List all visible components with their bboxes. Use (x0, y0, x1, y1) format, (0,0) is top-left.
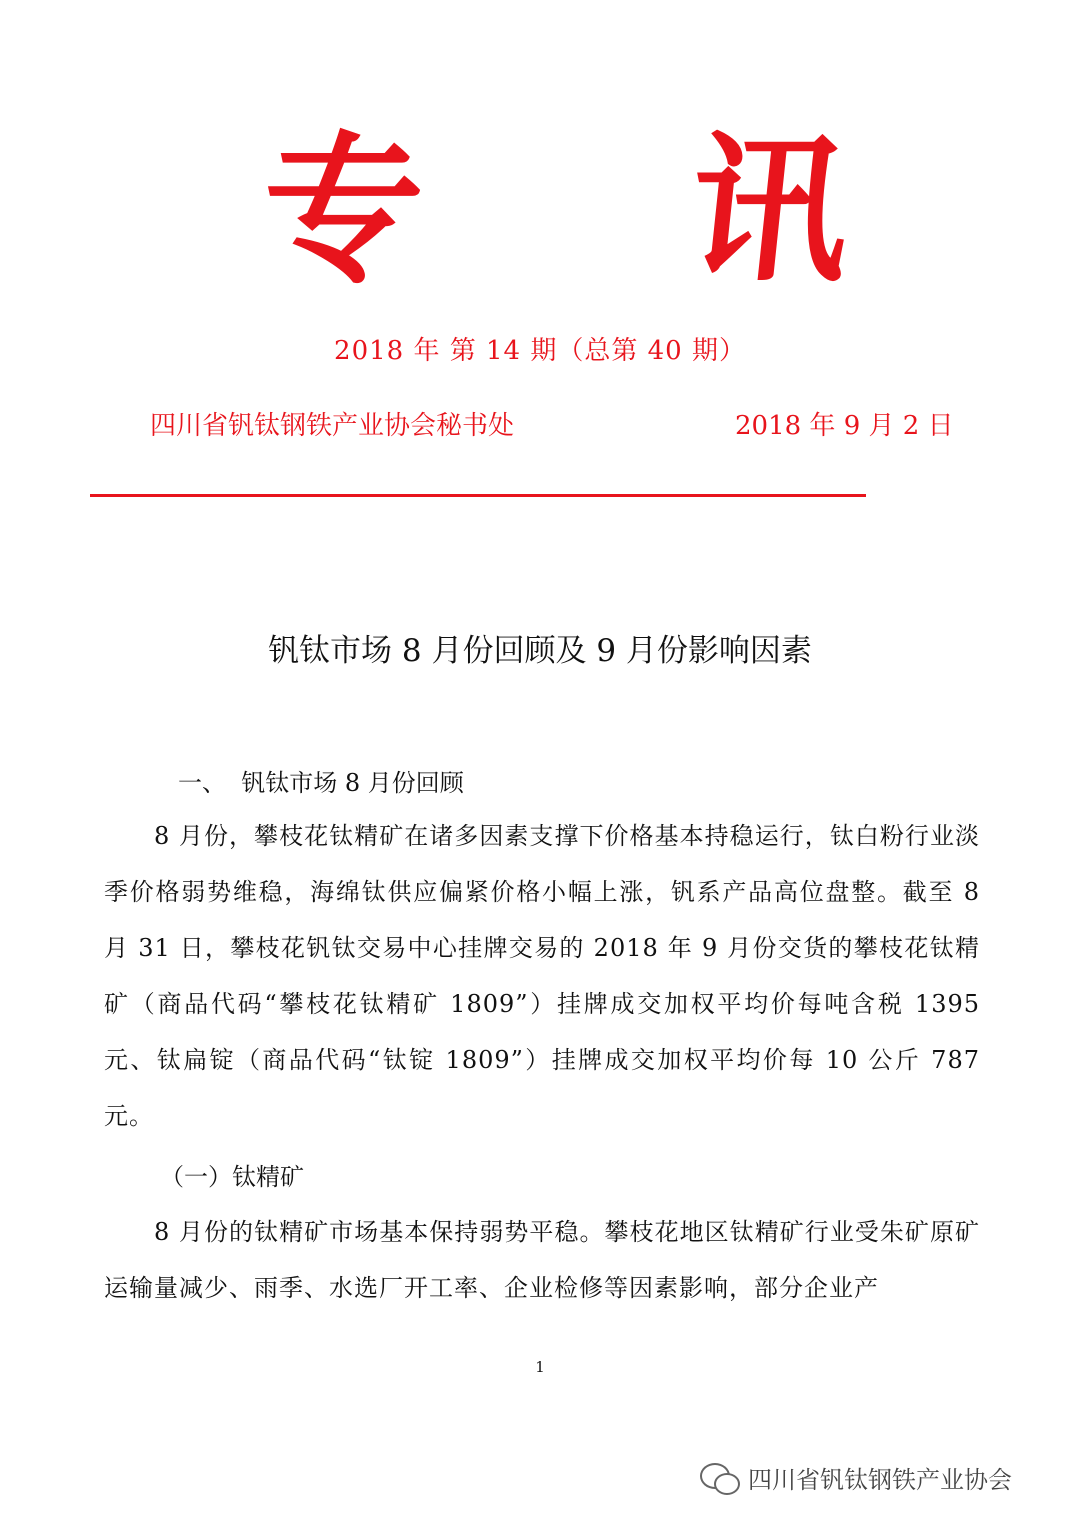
paragraph-market-review: 8 月份，攀枝花钛精矿在诸多因素支撑下价格基本持稳运行，钛白粉行业淡季价格弱势维稳，海绵钛供应偏紧价格小幅上涨，钒系产品高位盘整。截至 8 月 31 日，攀枝花钒钛交易中心挂牌交易的 2018 年 9 月份交货的攀枝花钛精矿（商品代码“攀枝花钛精矿 1809”）挂牌成交加权平均价每吨含税 1395 元、钛扁锭（商品代码“钛锭 1809”）挂牌成交加权平均价每 10 公斤 787 元。 (104, 822, 980, 1130)
subheading-titanium-concentrate: （一）钛精矿 (160, 1163, 304, 1191)
page-number: 1 (535, 1358, 545, 1376)
issue-number: 2018 年 第 14 期（总第 40 期） (334, 336, 746, 366)
watermark-text: 四川省钒钛钢铁产业协会 (748, 1466, 1012, 1494)
issuing-organization: 四川省钒钛钢铁产业协会秘书处 (150, 411, 515, 441)
issue-date: 2018 年 9 月 2 日 (735, 411, 954, 441)
masthead (0, 116, 1080, 304)
red-divider (90, 494, 866, 497)
wechat-icon (700, 1461, 740, 1495)
section-heading: 一、 钒钛市场 8 月份回顾 (178, 769, 464, 797)
masthead-char-zhuan: 专 (252, 116, 432, 304)
document-title: 钒钛市场 8 月份回顾及 9 月份影响因素 (268, 633, 812, 669)
masthead-char-xun: 讯 (680, 116, 860, 304)
paragraph-titanium-concentrate: 8 月份的钛精矿市场基本保持弱势平稳。攀枝花地区钛精矿行业受朱矿原矿运输量减少、雨季、水选厂开工率、企业检修等因素影响，部分企业产 (104, 1218, 980, 1302)
wechat-watermark (700, 1460, 1012, 1495)
